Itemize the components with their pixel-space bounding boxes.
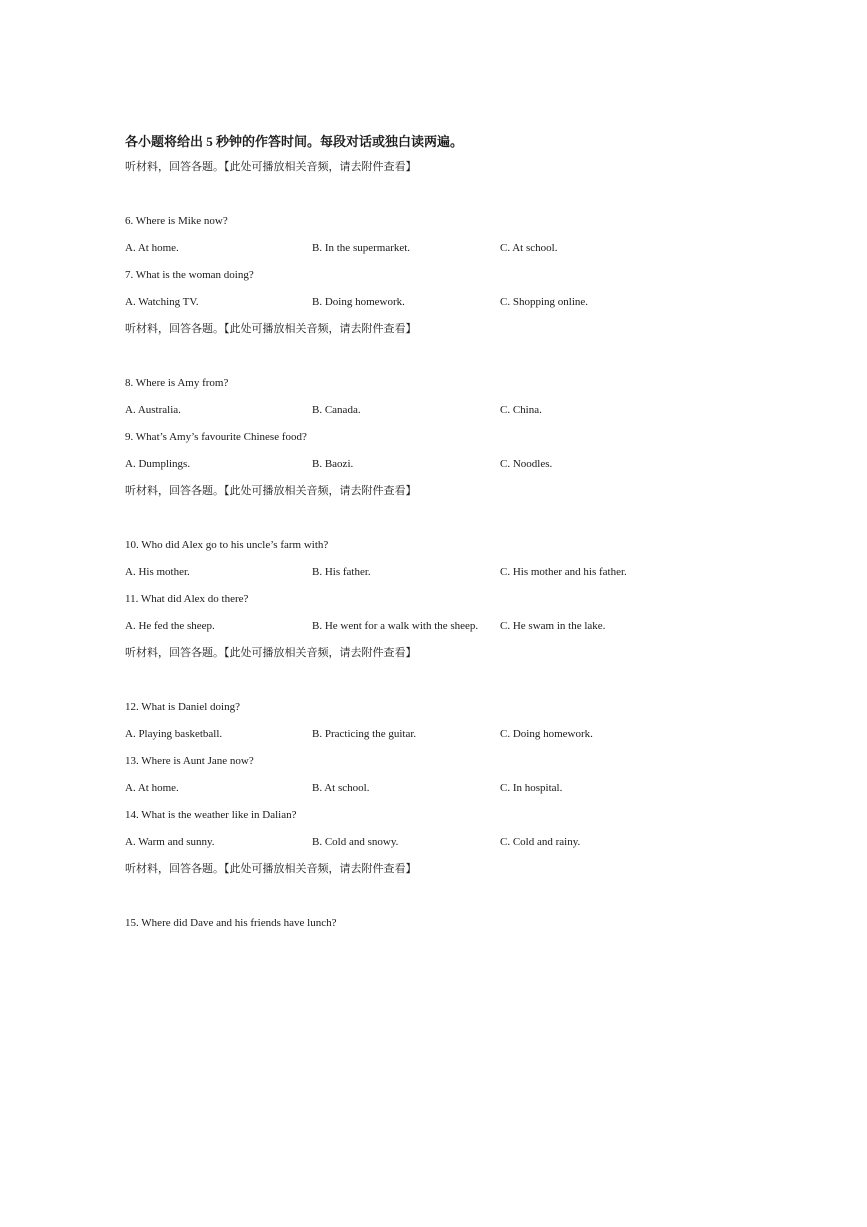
question-13-option-b: B. At school. [312, 782, 370, 794]
question-12: 12. What is Daniel doing? [125, 701, 240, 713]
listening-instruction: 听材料，回答各题。【此处可播放相关音频，请去附件查看】 [125, 863, 417, 875]
question-7-option-c: C. Shopping online. [500, 296, 589, 308]
question-6-option-b: B. In the supermarket. [312, 242, 411, 254]
question-7-option-b: B. Doing homework. [312, 296, 405, 308]
question-9-option-a: A. Dumplings. [125, 458, 191, 470]
question-13-option-a: A. At home. [125, 782, 179, 794]
question-13: 13. Where is Aunt Jane now? [125, 755, 254, 767]
question-8-option-a: A. Australia. [125, 404, 181, 416]
question-12-option-c: C. Doing homework. [500, 728, 593, 740]
question-14-option-b: B. Cold and snowy. [312, 836, 399, 848]
question-14-option-c: C. Cold and rainy. [500, 836, 581, 848]
listening-instruction: 听材料，回答各题。【此处可播放相关音频，请去附件查看】 [125, 647, 417, 659]
question-7-option-a: A. Watching TV. [125, 296, 199, 308]
question-6: 6. Where is Mike now? [125, 215, 228, 227]
question-9: 9. What’s Amy’s favourite Chinese food? [125, 431, 307, 443]
listening-instruction: 听材料，回答各题。【此处可播放相关音频，请去附件查看】 [125, 323, 417, 335]
question-8: 8. Where is Amy from? [125, 377, 229, 389]
question-14: 14. What is the weather like in Dalian? [125, 809, 297, 821]
question-9-option-c: C. Noodles. [500, 458, 553, 470]
question-12-option-b: B. Practicing the guitar. [312, 728, 417, 740]
listening-instruction: 听材料，回答各题。【此处可播放相关音频，请去附件查看】 [125, 485, 417, 497]
question-13-option-c: C. In hospital. [500, 782, 563, 794]
question-11-option-a: A. He fed the sheep. [125, 620, 215, 632]
question-10-option-c: C. His mother and his father. [500, 566, 627, 578]
question-14-option-a: A. Warm and sunny. [125, 836, 215, 848]
question-8-option-b: B. Canada. [312, 404, 361, 416]
question-10-option-b: B. His father. [312, 566, 371, 578]
question-15: 15. Where did Dave and his friends have lunch? [125, 917, 337, 929]
question-11: 11. What did Alex do there? [125, 593, 249, 605]
question-10-option-a: A. His mother. [125, 566, 190, 578]
question-9-option-b: B. Baozi. [312, 458, 354, 470]
listening-instruction: 听材料，回答各题。【此处可播放相关音频，请去附件查看】 [125, 161, 417, 173]
question-10: 10. Who did Alex go to his uncle’s farm with? [125, 539, 329, 551]
question-8-option-c: C. China. [500, 404, 542, 416]
question-7: 7. What is the woman doing? [125, 269, 254, 281]
question-6-option-c: C. At school. [500, 242, 558, 254]
section-intro: 各小题将给出 5 秒钟的作答时间。每段对话或独白读两遍。 [125, 134, 464, 149]
question-6-option-a: A. At home. [125, 242, 179, 254]
question-11-option-c: C. He swam in the lake. [500, 620, 606, 632]
question-12-option-a: A. Playing basketball. [125, 728, 223, 740]
question-11-option-b: B. He went for a walk with the sheep. [312, 620, 479, 632]
